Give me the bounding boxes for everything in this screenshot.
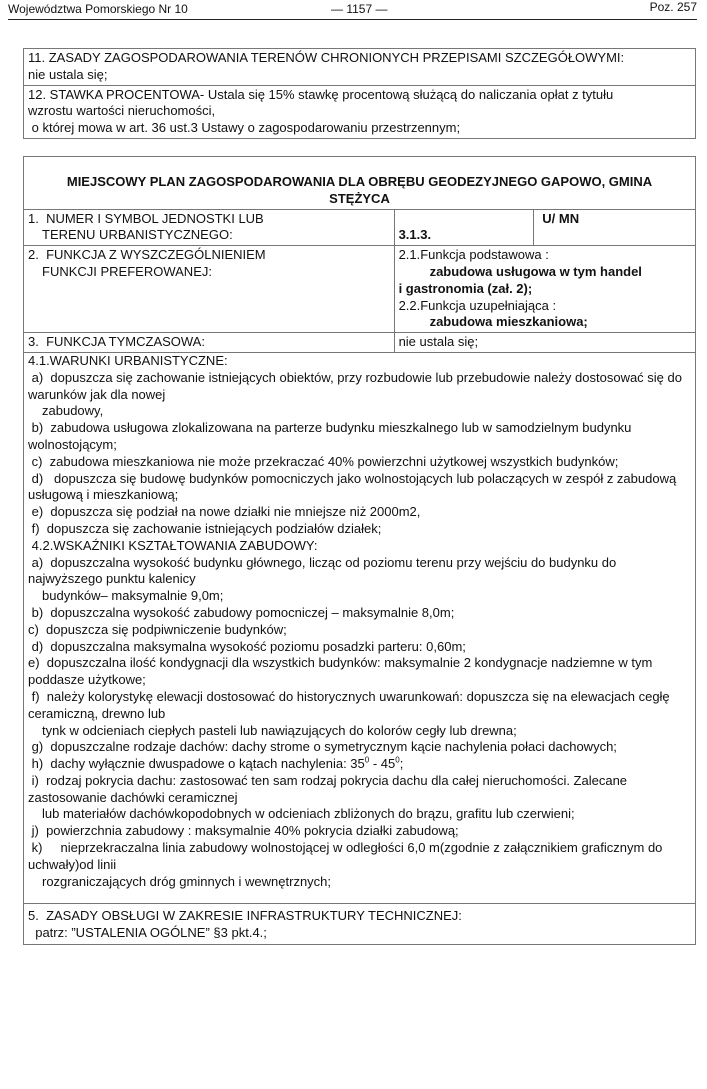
conditions-cell — [24, 352, 696, 904]
row-4 — [24, 352, 696, 904]
degree-sup: 0 — [395, 755, 400, 765]
cond-line: tynk w odcieniach ciepłych pasteli lub nawiązujących do kolorów cegły lub drewna; — [42, 722, 517, 738]
row-11-value: nie ustala się; — [28, 66, 108, 82]
row-3-label: 3. FUNKCJA TYMCZASOWA: — [24, 333, 395, 353]
roof-angle-end: ; — [399, 756, 404, 772]
page-number: — 1157 — — [331, 2, 388, 16]
row-2-value-1: 2.1.Funkcja podstawowa : — [398, 247, 549, 263]
cond-line: 4.2.WSKAŹNIKI KSZTAŁTOWANIA ZABUDOWY: — [28, 537, 318, 553]
cond-line: budynków– maksymalnie 9,0m; — [42, 588, 224, 604]
row-5 — [24, 904, 696, 945]
cond-line: a) dopuszczalna wysokość budynku głównego, licząc od poziomu terenu przy wejściu do budynku do najwyższego punktu kalenicy — [28, 554, 620, 587]
top-table — [23, 48, 696, 139]
cond-line: e) dopuszcza się podział na nowe działki nie mniejsze niż 2000m2, — [28, 504, 421, 520]
cond-line: d) dopuszczalna maksymalna wysokość poziomu posadzki parteru: 0,60m; — [28, 638, 466, 654]
row-1-label — [24, 209, 395, 246]
row-12-cell — [24, 85, 696, 138]
cond-line: f) dopuszcza się zachowanie istniejących podziałów działek; — [28, 520, 382, 536]
row-2 — [24, 246, 696, 333]
row-3 — [24, 333, 696, 353]
row-11 — [24, 49, 696, 86]
plan-table — [23, 156, 696, 945]
cond-line: k) nieprzekraczalna linia zabudowy wolnostojącej w odległości 6,0 m(zgodnie z załącznikiem graficznym do uchwały)od linii — [28, 840, 667, 872]
row-5-line-2: patrz: ”USTALENIA OGÓLNE” §3 pkt.4.; — [28, 925, 267, 941]
cond-line-roof-angle — [28, 756, 691, 773]
row-2-value-2: zabudowa usługowa w tym handel — [429, 263, 642, 279]
cond-line: g) dopuszczalne rodzaje dachów: dachy strome o symetrycznym kącie nachylenia połaci dachowych; — [28, 739, 617, 755]
journal-title: Województwa Pomorskiego Nr 10 — [8, 2, 188, 16]
row-2-label-line-1: 2. FUNKCJA Z WYSZCZEGÓLNIENIEM — [28, 247, 266, 263]
row-12-line-1: 12. STAWKA PROCENTOWA- Ustala się 15% stawkę procentową służącą do naliczania opłat z tytułu — [28, 86, 614, 102]
row-11-cell — [24, 49, 696, 86]
cond-line: b) dopuszczalna wysokość zabudowy pomocniczej – maksymalnie 8,0m; — [28, 604, 455, 620]
degree-sup: 0 — [364, 755, 370, 765]
row-12 — [24, 85, 696, 138]
row-2-value — [394, 246, 695, 333]
row-5-line-1: 5. ZASADY OBSŁUGI W ZAKRESIE INFRASTRUKTURY TECHNICZNEJ: — [28, 908, 462, 924]
row-11-title: 11. ZASADY ZAGOSPODAROWANIA TERENÓW CHRONIONYCH PRZEPISAMI SZCZEGÓŁOWYMI: — [28, 50, 625, 65]
row-2-value-4: 2.2.Funkcja uzupełniająca : — [398, 297, 557, 313]
roof-angle-text: h) dachy wyłącznie dwuspadowe o kątach nachylenia: 35 — [28, 756, 365, 772]
row-2-value-3: i gastronomia (zał. 2); — [398, 280, 533, 296]
cond-line: j) powierzchnia zabudowy : maksymalnie 40% pokrycia działki zabudową; — [28, 823, 459, 839]
row-1-number-cell — [394, 209, 534, 246]
cond-line: i) rodzaj pokrycia dachu: zastosować ten sam rodzaj pokrycia dachu dla całej nieruchomości. Zalecane zastosowanie dachówki ceramicznej — [28, 772, 631, 805]
roof-angle-dash: - 45 — [369, 756, 396, 772]
cond-line: b) zabudowa usługowa zlokalizowana na parterze budynku mieszkalnego lub w samodzielnym budynku wolnostojącym; — [28, 420, 636, 452]
row-1-symbol: U/ MN — [534, 209, 696, 246]
row-1-label-line-1: 1. NUMER I SYMBOL JEDNOSTKI LUB — [28, 210, 264, 226]
cond-line: c) dopuszcza się podpiwniczenie budynków; — [28, 621, 287, 637]
row-12-line-3: o której mowa w art. 36 ust.3 Ustawy o zagospodarowaniu przestrzennym; — [28, 120, 461, 136]
row-2-value-5: zabudowa mieszkaniowa; — [429, 314, 588, 330]
cond-line: c) zabudowa mieszkaniowa nie może przekraczać 40% powierzchni użytkowej wszystkich budynków; — [28, 453, 619, 469]
position-number: Poz. 257 — [649, 0, 697, 14]
header-divider — [8, 19, 697, 20]
plan-title-row — [24, 157, 696, 210]
row-2-label — [24, 246, 395, 333]
row-12-line-2: wzrostu wartości nieruchomości, — [28, 103, 216, 119]
cond-line: d) dopuszcza się budowę budynków pomocniczych jako wolnostojących lub polaczących w zespół z zabudową usługową i mieszkaniową; — [28, 470, 680, 503]
row-1 — [24, 209, 696, 246]
cond-line: 4.1.WARUNKI URBANISTYCZNE: — [28, 352, 228, 368]
row-1-label-line-2: TERENU URBANISTYCZNEGO: — [42, 227, 233, 243]
row-2-label-line-2: FUNKCJI PREFEROWANEJ: — [42, 263, 212, 279]
cond-line: e) dopuszczalna ilość kondygnacji dla wszystkich budynków: maksymalnie 2 kondygnacje nadziemne w tym poddasze użytkowe; — [28, 655, 656, 688]
cond-line: zabudowy, — [42, 403, 104, 419]
plan-title: MIEJSCOWY PLAN ZAGOSPODAROWANIA DLA OBRĘBU GEODEZYJNEGO GAPOWO, GMINA STĘŻYCA — [24, 157, 696, 210]
page-header — [8, 2, 697, 18]
cond-line: f) należy kolorystykę elewacji dostosować do historycznych uwarunkowań: dopuszcza się na elewacjach cegłę ceramiczną, drewno lub — [28, 688, 674, 721]
cond-line: lub materiałów dachówkopodobnych w odcieniach zbliżonych do brązu, grafitu lub czerwieni; — [42, 806, 575, 822]
cond-line: a) dopuszcza się zachowanie istniejących obiektów, przy rozbudowie lub przebudowie należy dostosować się do warunków jak dla nowej — [28, 369, 686, 402]
cond-line: rozgraniczających dróg gminnych i wewnętrznych; — [42, 873, 332, 889]
infrastructure-cell — [24, 904, 696, 945]
row-3-value: nie ustala się; — [394, 333, 695, 353]
row-1-number: 3.1.3. — [398, 227, 432, 243]
